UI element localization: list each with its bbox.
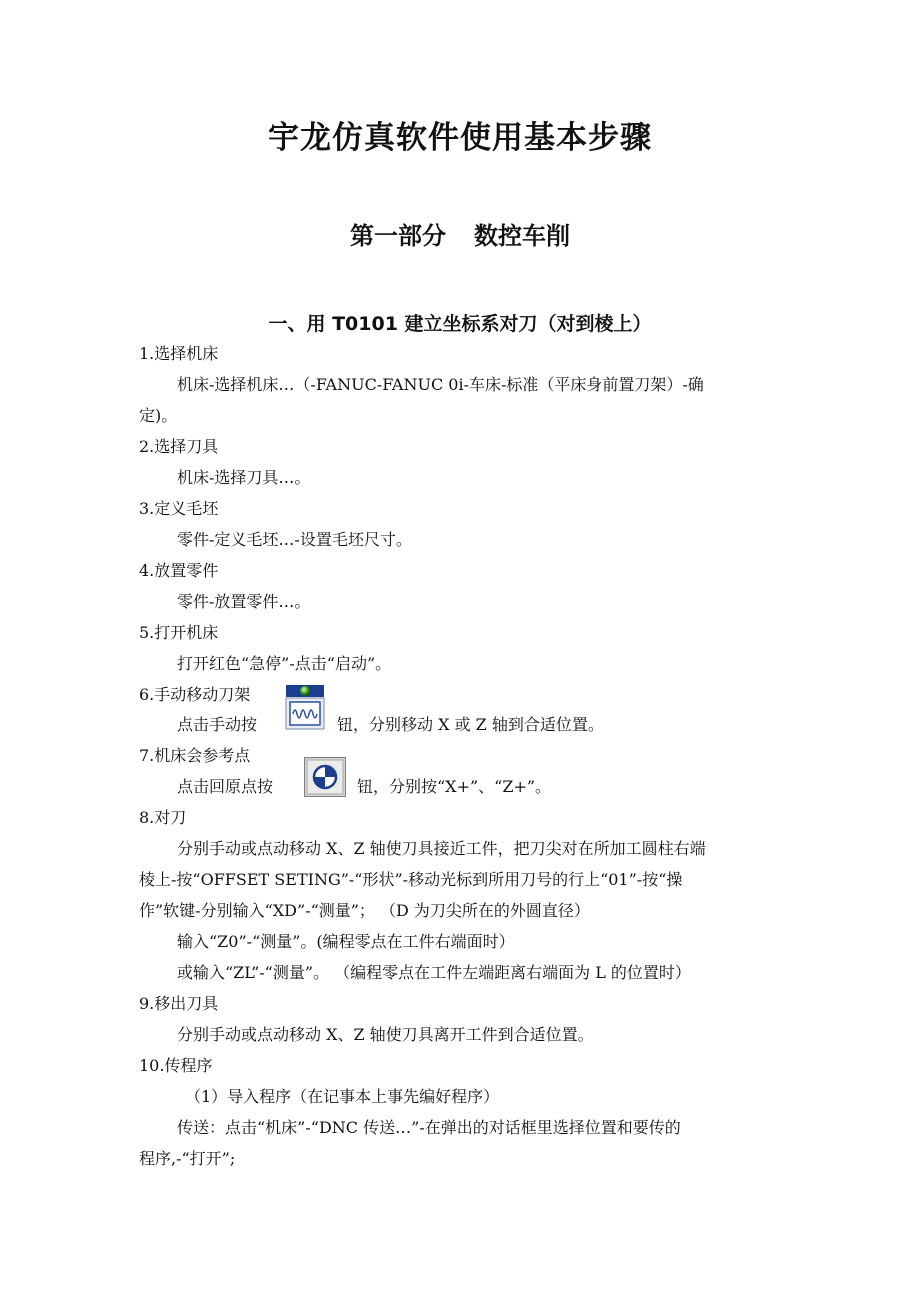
step-4-heading: 4.放置零件 xyxy=(139,561,219,580)
step-6-heading: 6.手动移动刀架 xyxy=(139,685,251,704)
step-9-text: 分别手动或点动移动 X、Z 轴使刀具离开工件到合适位置。 xyxy=(177,1025,594,1044)
step-8-heading: 8.对刀 xyxy=(139,808,187,827)
step-10-text: 传送：点击“机床”-“DNC 传送…”-在弹出的对话框里选择位置和要传的 xyxy=(177,1118,681,1137)
step-6-text-after-icon: 钮，分别移动 X 或 Z 轴到合适位置。 xyxy=(337,715,604,734)
part-heading xyxy=(0,216,920,251)
step-8-text: 分别手动或点动移动 X、Z 轴使刀具接近工件，把刀尖对在所加工圆柱右端 xyxy=(177,839,706,858)
step-8-text-cont-1: 棱上-按“OFFSET SETING”-“形状”-移动光标到所用刀号的行上“01”-按“操 xyxy=(139,870,683,889)
step-1-heading: 1.选择机床 xyxy=(139,344,219,363)
step-10-heading: 10.传程序 xyxy=(139,1056,213,1075)
reference-return-icon xyxy=(304,757,346,797)
step-10-text-cont: 程序,-“打开”; xyxy=(139,1149,236,1168)
step-2-text: 机床-选择刀具…。 xyxy=(177,468,311,487)
document-title: 宇龙仿真软件使用基本步骤 xyxy=(268,120,652,156)
step-6-text-before-icon: 点击手动按 xyxy=(177,715,258,734)
step-2-heading: 2.选择刀具 xyxy=(139,437,219,456)
step-5-text: 打开红色“急停”-点击“启动”。 xyxy=(177,654,392,673)
step-3-text: 零件-定义毛坯…-设置毛坯尺寸。 xyxy=(177,530,412,549)
part-name: 数控车削 xyxy=(474,222,570,250)
step-5-heading: 5.打开机床 xyxy=(139,623,219,642)
step-3-heading: 3.定义毛坯 xyxy=(139,499,219,518)
step-9-heading: 9.移出刀具 xyxy=(139,994,219,1013)
manual-jog-icon xyxy=(285,684,325,730)
step-8-z0-text: 输入“Z0”-“测量”。(编程零点在工件右端面时） xyxy=(177,932,515,951)
step-10-sub-heading: （1）导入程序（在记事本上事先编好程序） xyxy=(185,1087,500,1106)
step-4-text: 零件-放置零件…。 xyxy=(177,592,311,611)
step-7-text-after-icon: 钮，分别按“X+”、“Z+”。 xyxy=(357,777,552,796)
part-label: 第一部分 xyxy=(350,222,446,250)
step-1-text: 机床-选择机床…（-FANUC-FANUC 0i-车床-标准（平床身前置刀架）-确 xyxy=(177,375,704,394)
step-7-heading: 7.机床会参考点 xyxy=(139,746,251,765)
step-1-text-cont: 定)。 xyxy=(139,406,178,425)
step-7-text-before-icon: 点击回原点按 xyxy=(177,777,274,796)
step-8-zl-text: 或输入“ZL”-“测量”。 （编程零点在工件左端距离右端面为 L 的位置时） xyxy=(177,963,691,982)
step-8-text-cont-2: 作”软键-分别输入“XD”-“测量”； （D 为刀尖所在的外圆直径） xyxy=(139,901,590,920)
section-heading: 一、用 T0101 建立坐标系对刀（对到棱上） xyxy=(268,313,652,335)
